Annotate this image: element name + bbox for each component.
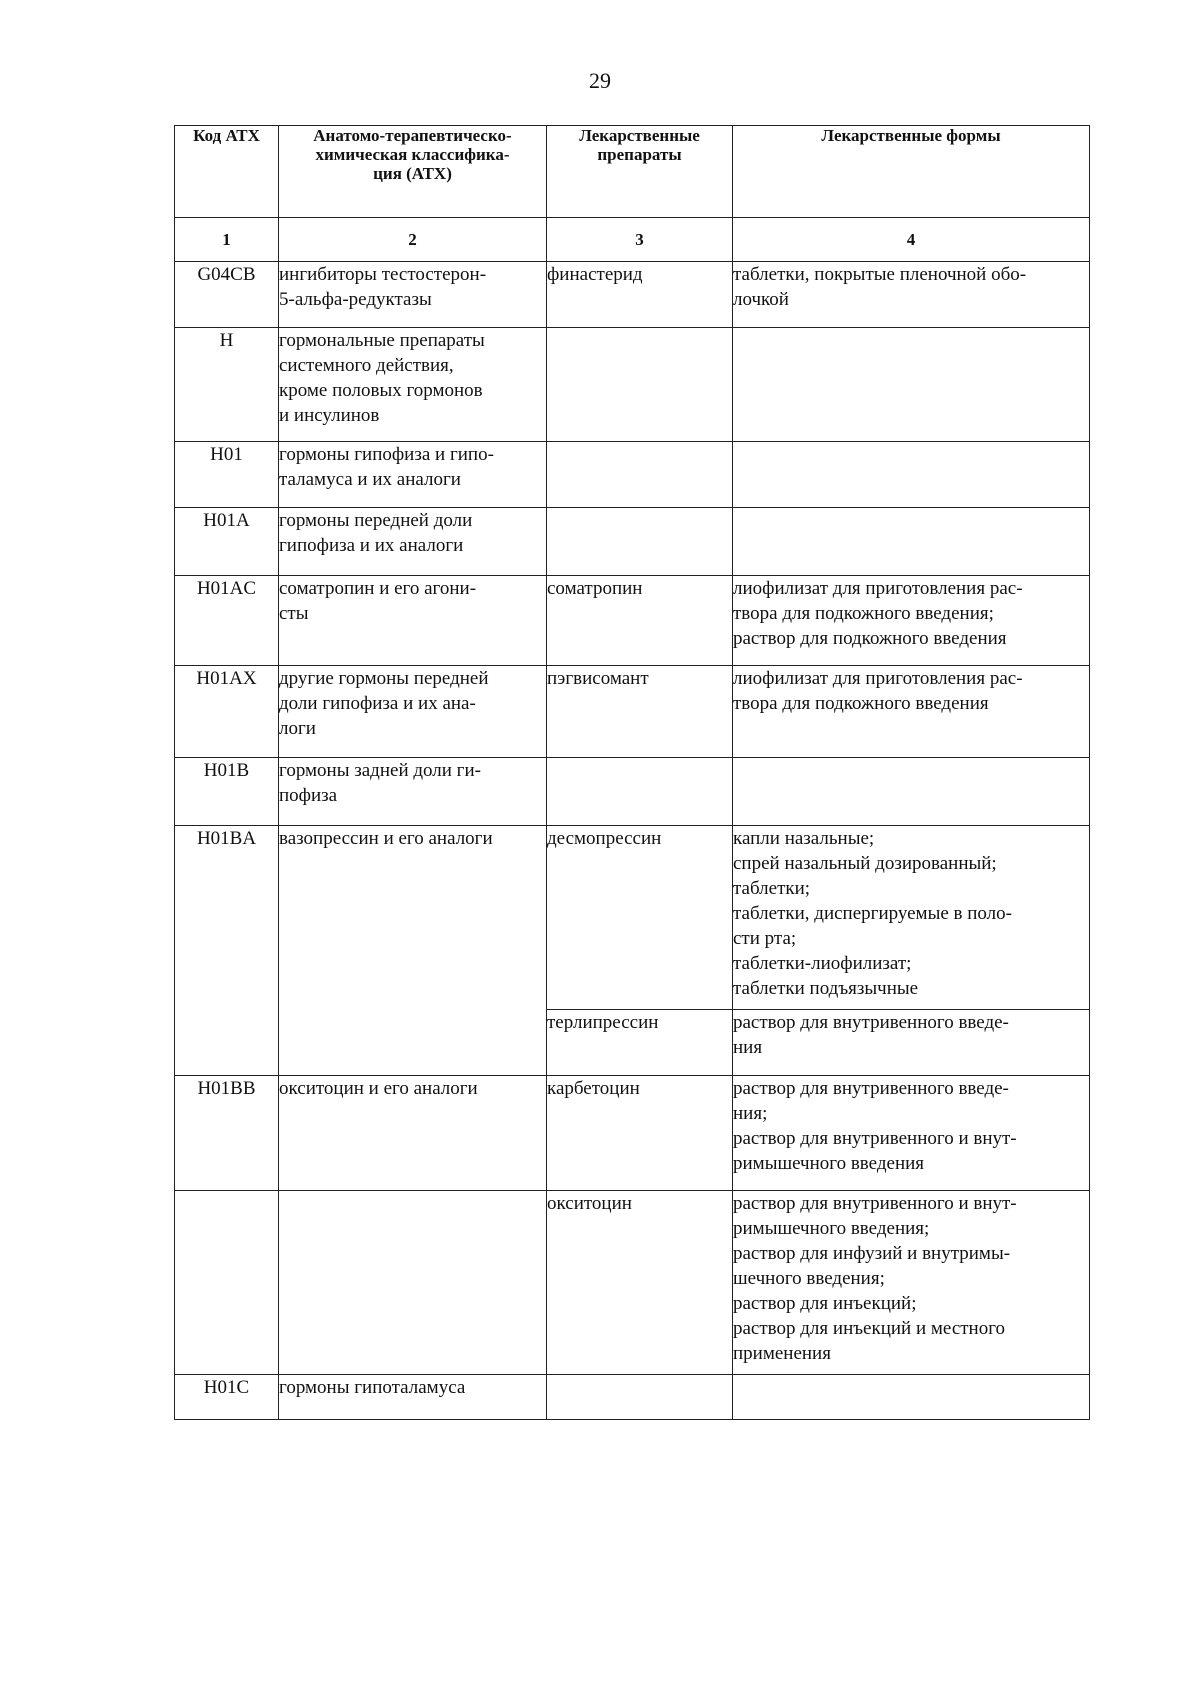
- atx-code-cell: H: [175, 328, 279, 442]
- text-line: ингибиторы тестостерон-: [279, 264, 487, 285]
- drug-cell: [547, 576, 733, 666]
- text-line: раствор для внутривенного и внут-: [733, 1128, 1017, 1149]
- atx-classification-cell: [279, 826, 547, 1076]
- text-line: логи: [279, 718, 316, 739]
- text-line: лиофилизат для приготовления рас-: [733, 578, 1023, 599]
- text-line: системного действия,: [279, 355, 454, 376]
- text-line: соматропин: [547, 578, 643, 599]
- dosage-forms-cell: [733, 666, 1090, 758]
- table-row: [175, 1076, 1090, 1191]
- table-row: [175, 826, 1090, 1010]
- text-line: раствор для внутривенного введе-: [733, 1078, 1009, 1099]
- drug-cell: [547, 826, 733, 1010]
- text-line: гормоны передней доли: [279, 510, 473, 531]
- drug-cell: [547, 508, 733, 576]
- text-line: гипофиза и их аналоги: [279, 535, 464, 556]
- atx-code-cell: H01BA: [175, 826, 279, 1076]
- text-line: римышечного введения: [733, 1153, 925, 1174]
- text-line: препараты: [597, 145, 682, 164]
- table-row: [175, 1191, 1090, 1375]
- text-line: вазопрессин и его аналоги: [279, 828, 493, 849]
- atx-classification-cell: [279, 328, 547, 442]
- text-line: раствор для инъекций и местного: [733, 1318, 1006, 1339]
- text-line: соматропин и его агони-: [279, 578, 477, 599]
- text-line: Анатомо-терапевтическо-: [313, 126, 512, 145]
- atx-code-cell: H01: [175, 442, 279, 508]
- table-row: [175, 576, 1090, 666]
- header-forms: [733, 126, 1090, 218]
- text-line: таблетки подъязычные: [733, 978, 919, 999]
- text-line: десмопрессин: [547, 828, 662, 849]
- text-line: Лекарственные формы: [821, 126, 1001, 145]
- atx-code-cell: H01AX: [175, 666, 279, 758]
- atx-classification-cell: [279, 758, 547, 826]
- text-line: ния: [733, 1037, 763, 1058]
- table-row: [175, 328, 1090, 442]
- drug-cell: [547, 262, 733, 328]
- header-classification: [279, 126, 547, 218]
- atx-classification-cell: [279, 666, 547, 758]
- header-code: [175, 126, 279, 218]
- text-line: ния;: [733, 1103, 768, 1124]
- atx-code-cell: H01B: [175, 758, 279, 826]
- text-line: таблетки, покрытые пленочной обо-: [733, 264, 1027, 285]
- atx-classification-cell: [279, 576, 547, 666]
- dosage-forms-cell: [733, 1375, 1090, 1420]
- table-row: [175, 442, 1090, 508]
- atx-classification-cell: [279, 508, 547, 576]
- text-line: твора для подкожного введения: [733, 693, 989, 714]
- column-number: 1: [175, 218, 279, 262]
- dosage-forms-cell: [733, 508, 1090, 576]
- drug-cell: [547, 1191, 733, 1375]
- drug-cell: [547, 1375, 733, 1420]
- dosage-forms-cell: [733, 1076, 1090, 1191]
- atx-classification-cell: [279, 1375, 547, 1420]
- column-number: 4: [733, 218, 1090, 262]
- text-line: карбетоцин: [547, 1078, 640, 1099]
- text-line: другие гормоны передней: [279, 668, 489, 689]
- atx-code-cell: H01C: [175, 1375, 279, 1420]
- text-line: шечного введения;: [733, 1268, 885, 1289]
- drug-cell: [547, 1076, 733, 1191]
- text-line: ция (АТХ): [373, 164, 452, 183]
- text-line: окситоцин и его аналоги: [279, 1078, 478, 1099]
- atx-classification-cell: [279, 1076, 547, 1191]
- text-line: римышечного введения;: [733, 1218, 930, 1239]
- dosage-forms-cell: [733, 826, 1090, 1010]
- dosage-forms-cell: [733, 328, 1090, 442]
- atx-code-cell: H01A: [175, 508, 279, 576]
- text-line: таблетки;: [733, 878, 811, 899]
- text-line: пэгвисомант: [547, 668, 649, 689]
- page-number: 29: [589, 68, 611, 93]
- atx-classification-cell: [279, 262, 547, 328]
- atx-classification-cell: [279, 1191, 547, 1375]
- atx-code-cell: H01AC: [175, 576, 279, 666]
- dosage-forms-cell: [733, 576, 1090, 666]
- text-line: таблетки, диспергируемые в поло-: [733, 903, 1012, 924]
- text-line: Код АТХ: [193, 126, 260, 145]
- text-line: пофиза: [279, 785, 338, 806]
- text-line: капли назальные;: [733, 828, 875, 849]
- dosage-forms-cell: [733, 758, 1090, 826]
- table-row: [175, 508, 1090, 576]
- drug-cell: [547, 666, 733, 758]
- dosage-forms-cell: [733, 1191, 1090, 1375]
- text-line: сти рта;: [733, 928, 797, 949]
- dosage-forms-cell: [733, 1010, 1090, 1076]
- text-line: финастерид: [547, 264, 643, 285]
- atx-code-cell: [175, 1191, 279, 1375]
- dosage-forms-cell: [733, 262, 1090, 328]
- text-line: лиофилизат для приготовления рас-: [733, 668, 1023, 689]
- atx-classification-cell: [279, 442, 547, 508]
- text-line: раствор для подкожного введения: [733, 628, 1007, 649]
- column-number: 3: [547, 218, 733, 262]
- text-line: спрей назальный дозированный;: [733, 853, 997, 874]
- dosage-forms-cell: [733, 442, 1090, 508]
- table-row: [175, 262, 1090, 328]
- text-line: раствор для внутривенного и внут-: [733, 1193, 1017, 1214]
- text-line: гормоны задней доли ги-: [279, 760, 481, 781]
- text-line: лочкой: [733, 289, 789, 310]
- drug-cell: [547, 758, 733, 826]
- text-line: таламуса и их аналоги: [279, 469, 461, 490]
- text-line: твора для подкожного введения;: [733, 603, 994, 624]
- atx-code-cell: H01BB: [175, 1076, 279, 1191]
- text-line: доли гипофиза и их ана-: [279, 693, 476, 714]
- table-row: [175, 666, 1090, 758]
- header-row: [175, 126, 1090, 218]
- table-row: [175, 1375, 1090, 1420]
- drug-cell: [547, 1010, 733, 1076]
- column-number-row: [175, 218, 1090, 262]
- atx-code-cell: G04CB: [175, 262, 279, 328]
- text-line: окситоцин: [547, 1193, 632, 1214]
- text-line: гормональные препараты: [279, 330, 485, 351]
- text-line: применения: [733, 1343, 831, 1364]
- text-line: гормоны гипофиза и гипо-: [279, 444, 494, 465]
- text-line: раствор для инъекций;: [733, 1293, 917, 1314]
- text-line: терлипрессин: [547, 1012, 659, 1033]
- drug-cell: [547, 328, 733, 442]
- table-row: [175, 758, 1090, 826]
- text-line: раствор для инфузий и внутримы-: [733, 1243, 1011, 1264]
- text-line: сты: [279, 603, 309, 624]
- header-drugs: [547, 126, 733, 218]
- drug-cell: [547, 442, 733, 508]
- atx-table: [174, 125, 1090, 1420]
- text-line: гормоны гипоталамуса: [279, 1377, 466, 1398]
- text-line: Лекарственные: [579, 126, 700, 145]
- text-line: раствор для внутривенного введе-: [733, 1012, 1009, 1033]
- text-line: таблетки-лиофилизат;: [733, 953, 912, 974]
- text-line: химическая классифика-: [315, 145, 510, 164]
- column-number: 2: [279, 218, 547, 262]
- text-line: кроме половых гормонов: [279, 380, 483, 401]
- text-line: 5-альфа-редуктазы: [279, 289, 432, 310]
- text-line: и инсулинов: [279, 405, 380, 426]
